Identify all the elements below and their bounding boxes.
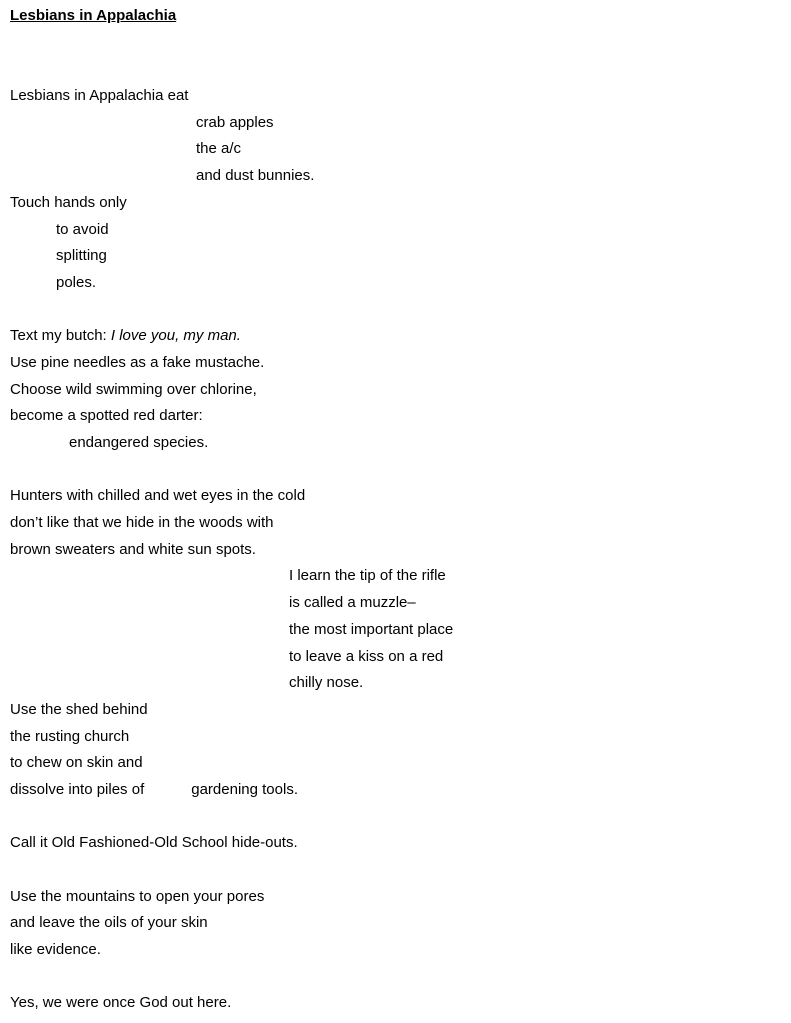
poem-line: Use the mountains to open your pores — [10, 887, 265, 905]
blank-line — [10, 56, 780, 83]
poem-line — [10, 777, 780, 804]
poem-line: endangered species. — [69, 434, 209, 451]
poem-line: crab apples — [196, 113, 274, 131]
blank-line — [10, 30, 780, 57]
poem-line: to avoid — [56, 220, 109, 238]
poem-line: is called a muzzle– — [289, 594, 416, 612]
poem-body — [10, 3, 780, 1017]
poem-line-italic: I love you, my man. — [110, 327, 241, 345]
poem-line: don’t like that we hide in the woods with — [10, 514, 274, 532]
poem-line: Hunters with chilled and wet eyes in the cold — [10, 487, 306, 505]
blank-line — [10, 857, 780, 884]
poem-line: Yes, we were once God out here. — [10, 994, 232, 1012]
blank-line — [10, 964, 780, 991]
poem-line: splitting — [56, 247, 107, 265]
poem-line: Call it Old Fashioned-Old School hide-outs. — [10, 834, 298, 852]
poem-line: I learn the tip of the rifle — [289, 567, 446, 585]
blank-line — [10, 457, 780, 484]
poem-line: Use the shed behind — [10, 700, 148, 718]
poem-line: to chew on skin and — [10, 754, 143, 772]
poem-line — [10, 323, 780, 350]
poem-line: poles. — [56, 273, 97, 291]
poem-line: become a spotted red darter: — [10, 407, 203, 425]
poem-line: Touch hands only — [10, 193, 127, 211]
blank-line — [10, 804, 780, 831]
poem-line: Use pine needles as a fake mustache. — [10, 353, 265, 371]
blank-line — [10, 297, 780, 324]
poem-line-part: gardening tools. — [191, 780, 298, 798]
poem-line: chilly nose. — [289, 674, 364, 692]
poem-line: the rusting church — [10, 727, 130, 745]
poem-line: Lesbians in Appalachia eat — [10, 87, 189, 105]
poem-title: Lesbians in Appalachia — [10, 7, 177, 24]
poem-line: and leave the oils of your skin — [10, 914, 208, 932]
poem-line-plain: Text my butch: — [10, 327, 111, 345]
poem-line: the most important place — [289, 620, 454, 638]
poem-line: the a/c — [196, 140, 242, 158]
poem-line: like evidence. — [10, 941, 101, 959]
poem-line: Choose wild swimming over chlorine, — [10, 380, 257, 398]
poem-line: to leave a kiss on a red — [289, 647, 444, 665]
poem-line-part: dissolve into piles of — [10, 780, 145, 798]
poem-line: and dust bunnies. — [196, 167, 315, 185]
poem-line: brown sweaters and white sun spots. — [10, 540, 256, 558]
